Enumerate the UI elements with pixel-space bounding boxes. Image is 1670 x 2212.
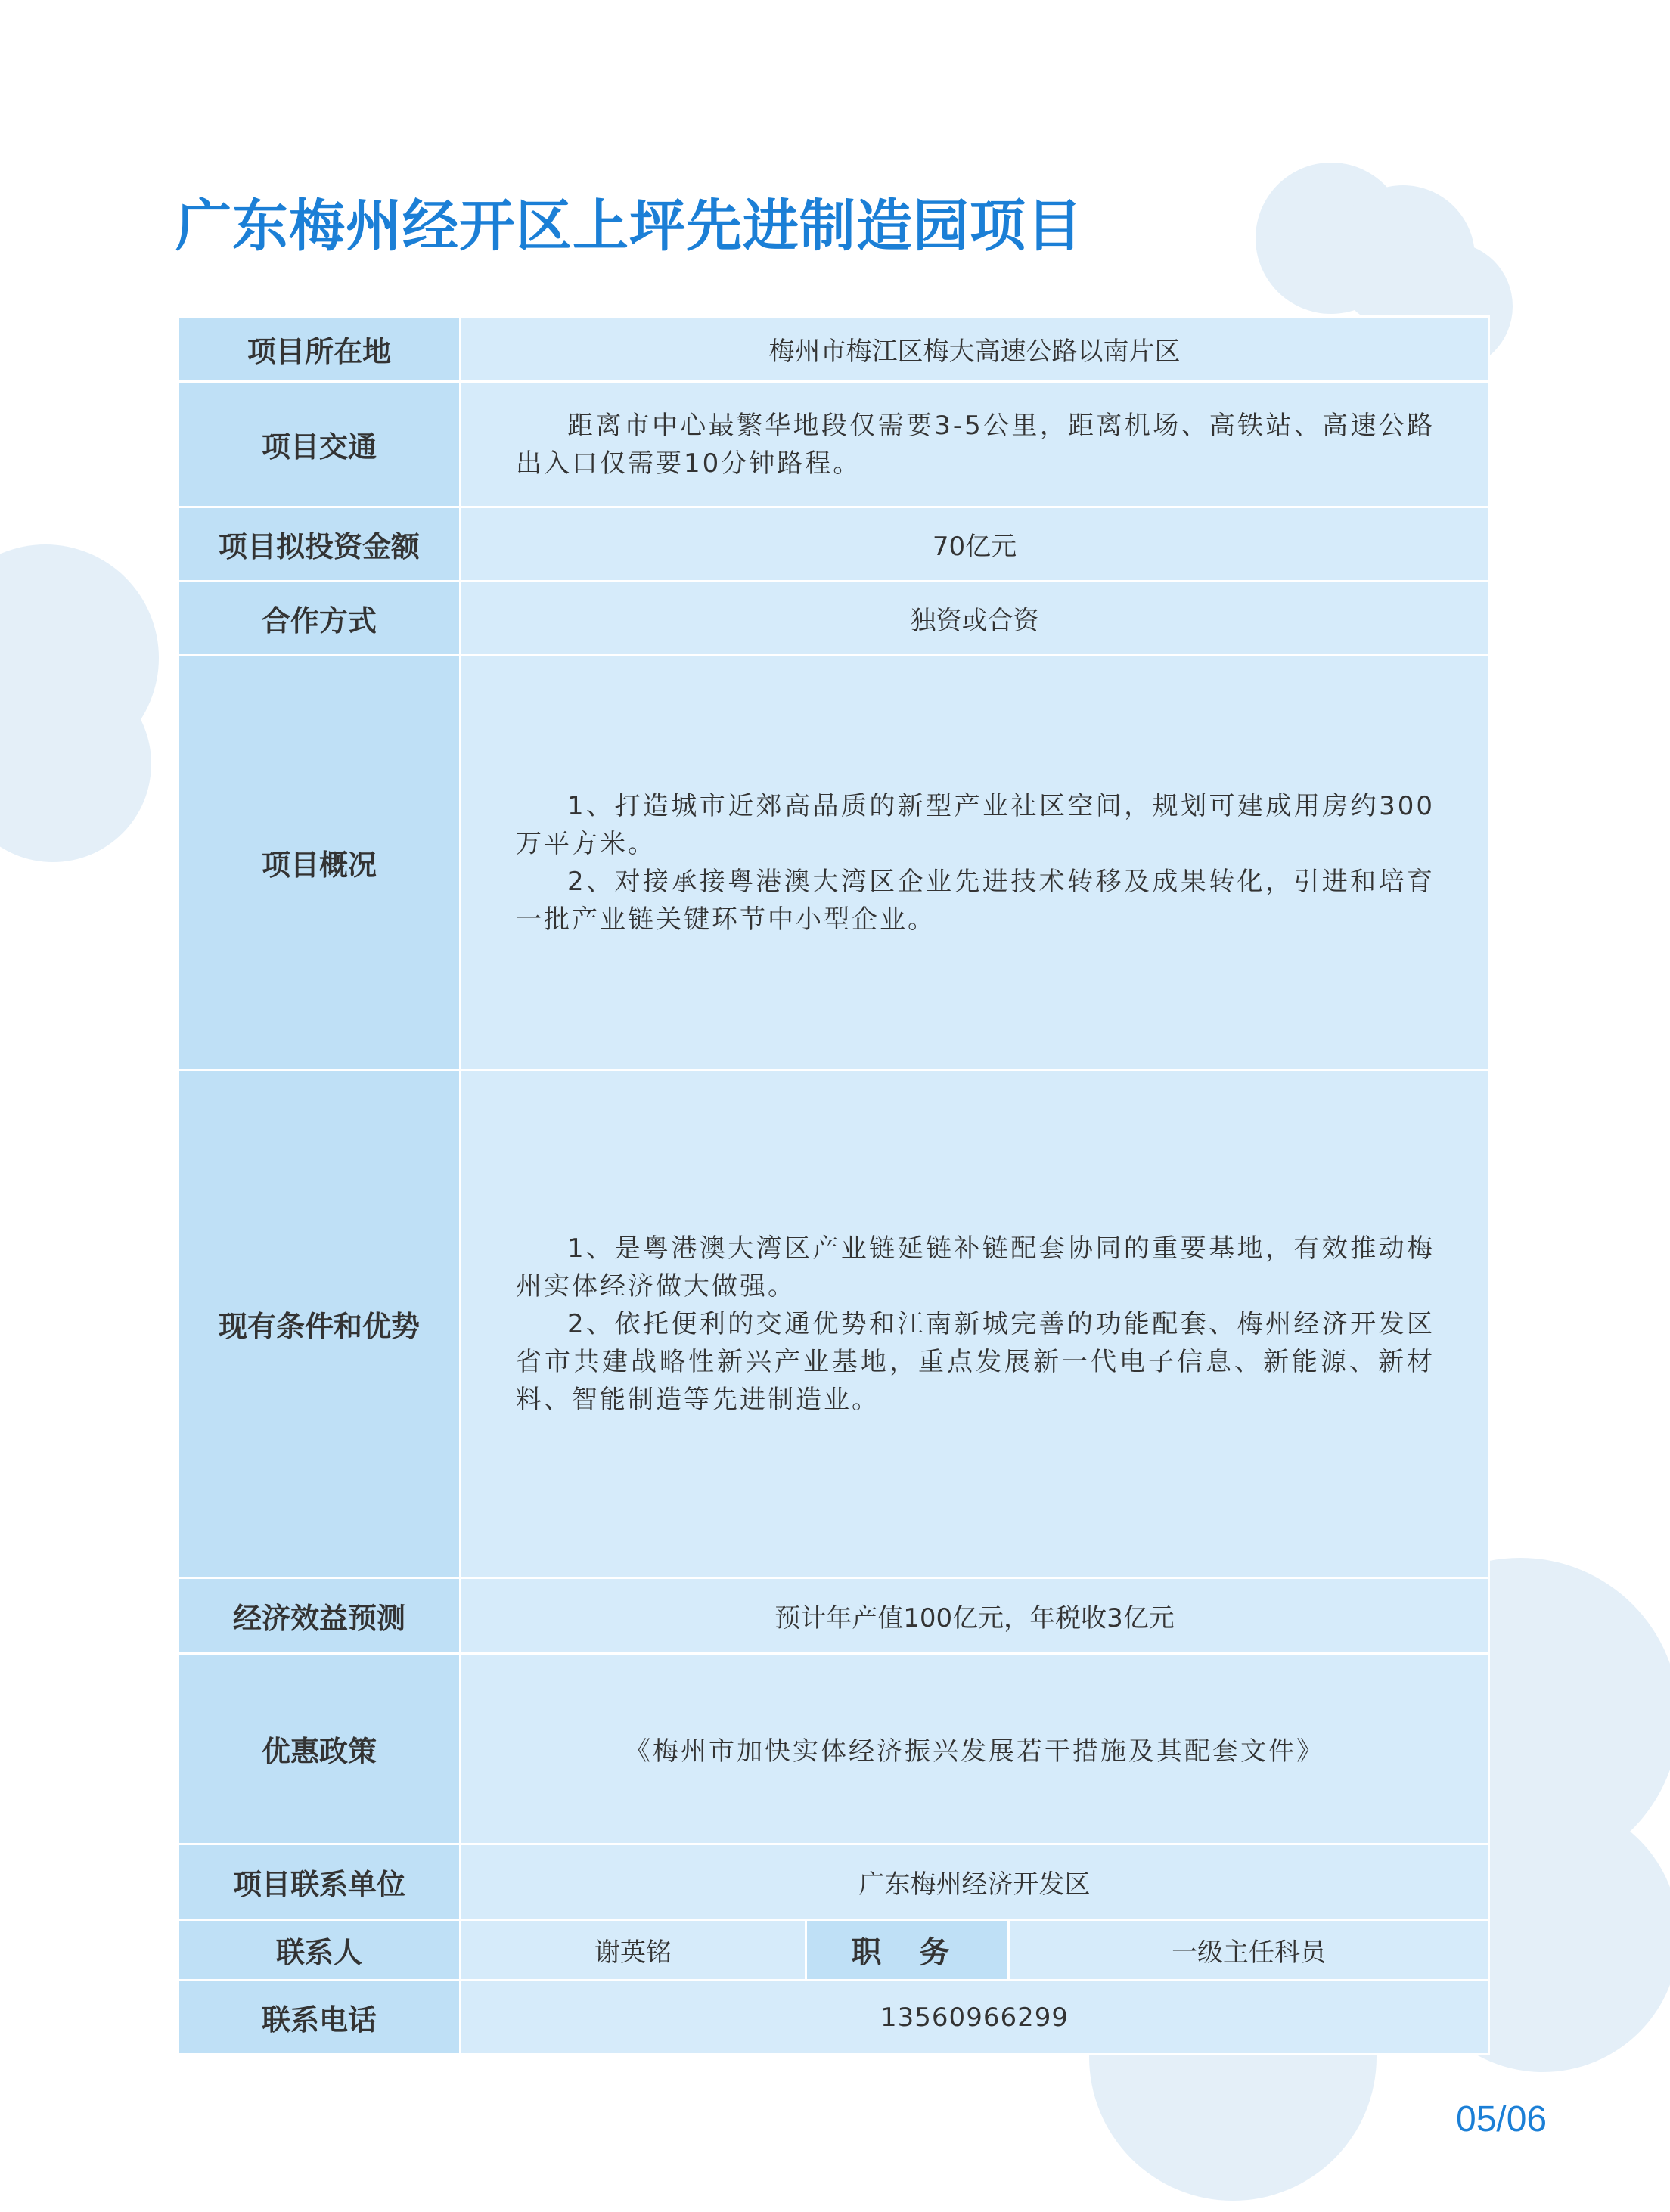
value-unit: 广东梅州经济开发区 (461, 1844, 1489, 1920)
label-contact: 联系人 (178, 1920, 461, 1981)
value-benefit: 预计年产值100亿元，年税收3亿元 (461, 1578, 1489, 1654)
table-row-phone (178, 1981, 1489, 2055)
value-overview-cell (461, 656, 1489, 1070)
value-position: 一级主任科员 (1009, 1920, 1489, 1981)
traffic-text: 距离市中心最繁华地段仅需要3-5公里，距离机场、高铁站、高速公路出入口仅需要10分钟路程。 (516, 410, 1436, 479)
advantages-text (461, 1230, 1488, 1419)
page-title: 广东梅州经开区上坪先进制造园项目 (175, 194, 1083, 259)
value-phone: 13560966299 (461, 1981, 1489, 2055)
label-policy: 优惠政策 (178, 1654, 461, 1844)
overview-paragraph-1: 1、打造城市近郊高品质的新型产业社区空间，规划可建成用房约300万平方米。 (516, 790, 1436, 859)
table-row-location (178, 317, 1489, 382)
label-cooperation: 合作方式 (178, 582, 461, 656)
table-row-overview (178, 656, 1489, 1070)
label-phone: 联系电话 (178, 1981, 461, 2055)
overview-paragraph-2: 2、对接承接粤港澳大湾区企业先进技术转移及成果转化，引进和培育一批产业链关键环节中小型企业。 (516, 866, 1436, 935)
advantages-paragraph-2: 2、依托便利的交通优势和江南新城完善的功能配套、梅州经济开发区省市共建战略性新兴产业基地，重点发展新一代电子信息、新能源、新材料、智能制造等先进制造业。 (516, 1308, 1436, 1415)
label-position: 职 务 (806, 1920, 1009, 1981)
project-info-table (177, 315, 1490, 2055)
overview-text (461, 787, 1488, 938)
value-contact: 谢英铭 (461, 1920, 806, 1981)
label-traffic: 项目交通 (178, 382, 461, 507)
value-investment: 70亿元 (461, 507, 1489, 582)
page-number: 05/06 (1456, 2099, 1547, 2139)
table-row-policy (178, 1654, 1489, 1844)
value-advantages-cell (461, 1070, 1489, 1578)
table-row-advantages (178, 1070, 1489, 1578)
label-unit: 项目联系单位 (178, 1844, 461, 1920)
table-row-traffic (178, 382, 1489, 507)
table-row-unit (178, 1844, 1489, 1920)
table-row-benefit (178, 1578, 1489, 1654)
advantages-paragraph-1: 1、是粤港澳大湾区产业链延链补链配套协同的重要基地，有效推动梅州实体经济做大做强。 (516, 1233, 1436, 1301)
label-benefit: 经济效益预测 (178, 1578, 461, 1654)
label-investment: 项目拟投资金额 (178, 507, 461, 582)
value-location: 梅州市梅江区梅大高速公路以南片区 (461, 317, 1489, 382)
label-location: 项目所在地 (178, 317, 461, 382)
value-cooperation: 独资或合资 (461, 582, 1489, 656)
table-row-contact (178, 1920, 1489, 1981)
label-overview: 项目概况 (178, 656, 461, 1070)
table-row-cooperation (178, 582, 1489, 656)
label-advantages: 现有条件和优势 (178, 1070, 461, 1578)
value-traffic-cell (461, 382, 1489, 507)
table-row-investment (178, 507, 1489, 582)
value-policy: 《梅州市加快实体经济振兴发展若干措施及其配套文件》 (461, 1654, 1489, 1844)
